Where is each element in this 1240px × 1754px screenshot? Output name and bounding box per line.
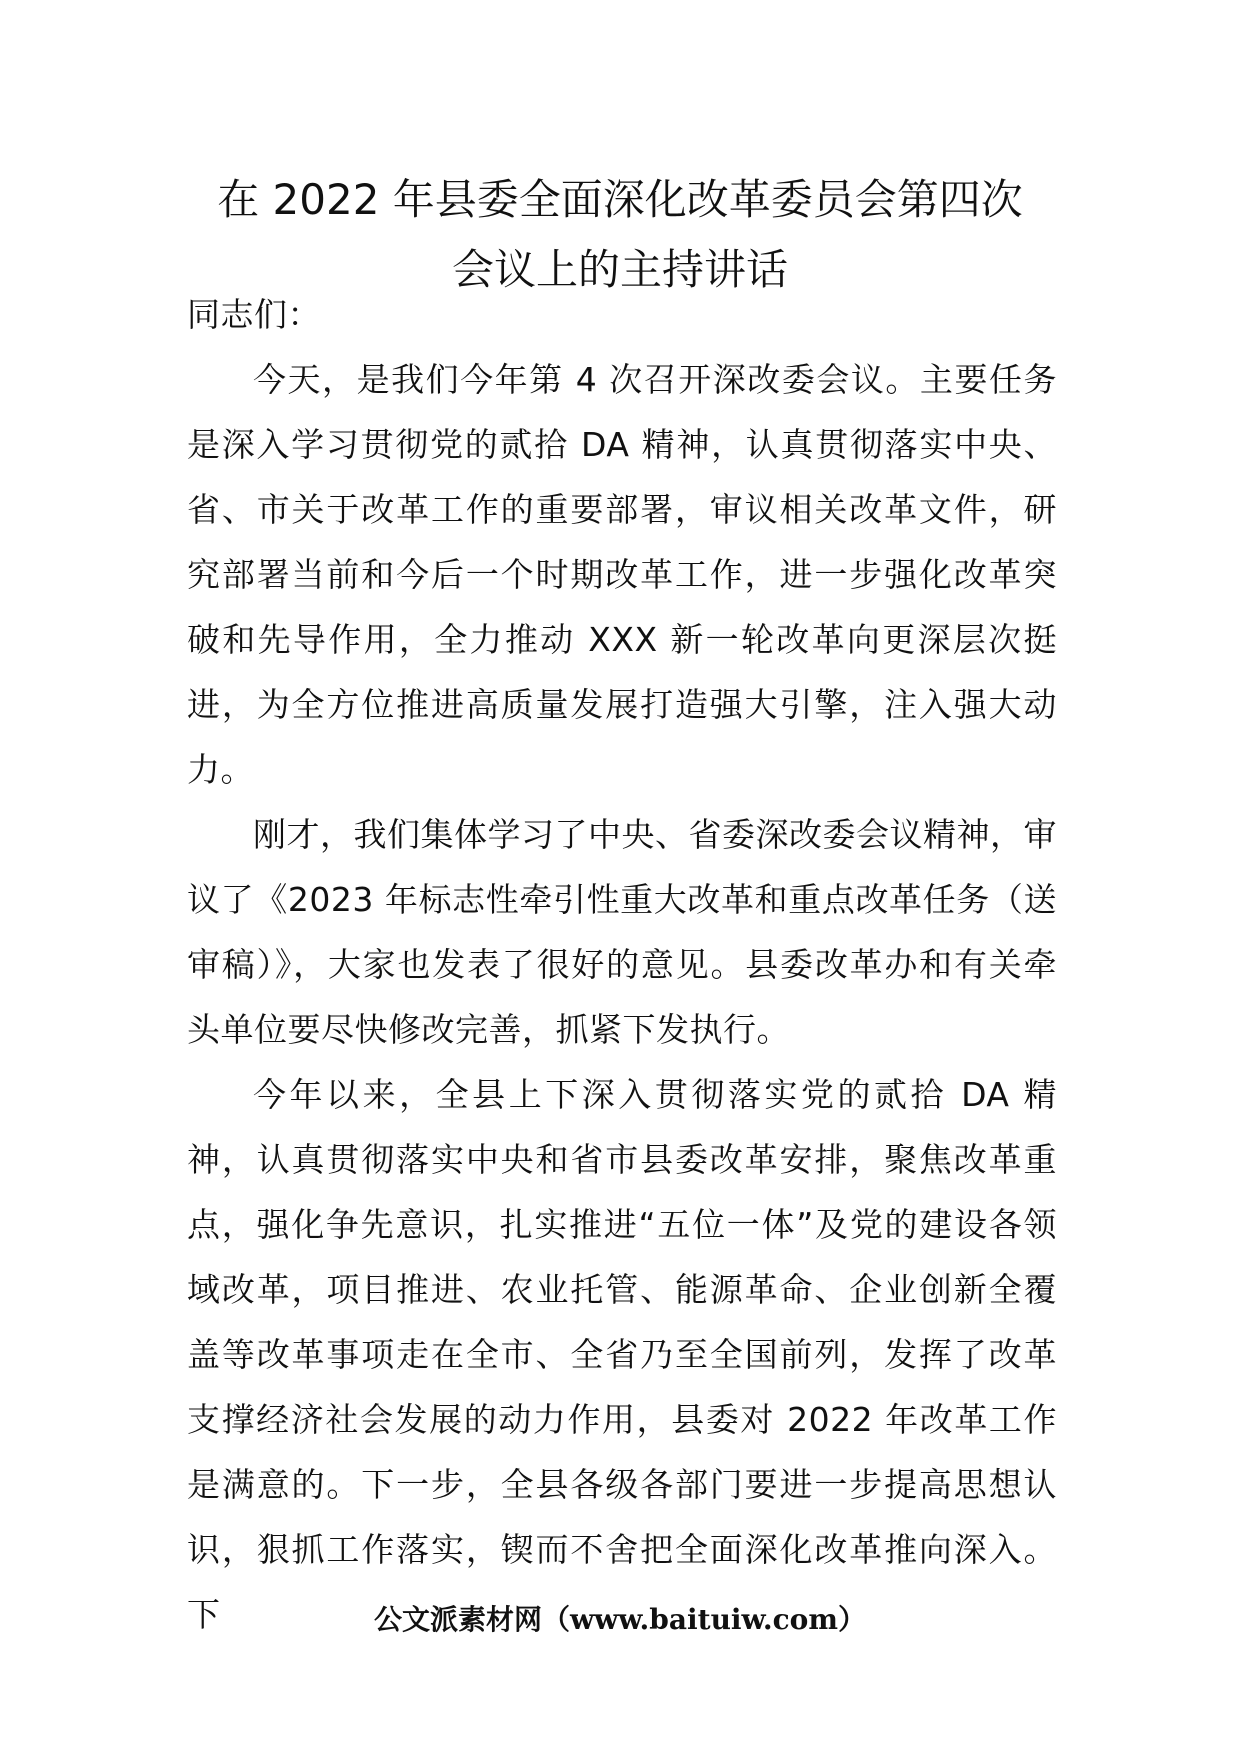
footer-watermark: 公文派素材网（www.baituiw.com） (374, 1603, 866, 1636)
paragraph-3: 今年以来，全县上下深入贯彻落实党的贰拾 DA 精神，认真贯彻落实中央和省市县委改革安排，聚焦改革重点，强化争先意识，扎实推进“五位一体”及党的建设各领域改革，项目推进、农业托管、能源革命、企业创新全覆盖等改革事项走在全市、全省乃至全国前列，发挥了改革支撑经济社会发展的动力作用，县委对 2022 年改革工作是满意的。下一步，全县各级各部门要进一步提高思想认识，狠抓工作落实，锲而不舍把全面深化改革推向深入。下 (187, 1075, 1057, 1634)
title-line-1: 在 2022 年县委全面深化改革委员会第四次 (217, 175, 1023, 224)
document-body (187, 282, 1057, 1647)
paragraph-2: 刚才，我们集体学习了中央、省委深改委会议精神，审议了《2023 年标志性牵引性重大改革和重点改革任务（送审稿）》，大家也发表了很好的意见。县委改革办和有关牵头单位要尽快修改完善，抓紧下发执行。 (187, 815, 1057, 1049)
paragraph-1: 今天，是我们今年第 4 次召开深改委会议。主要任务是深入学习贯彻党的贰拾 DA 精神，认真贯彻落实中央、省、市关于改革工作的重要部署，审议相关改革文件，研究部署当前和今后一个时期改革工作，进一步强化改革突破和先导作用，全力推动 XXX 新一轮改革向更深层次挺进，为全方位推进高质量发展打造强大引擎，注入强大动力。 (187, 360, 1057, 789)
title-line-2: 会议上的主持讲话 (451, 245, 788, 294)
salutation: 同志们： (187, 295, 321, 334)
